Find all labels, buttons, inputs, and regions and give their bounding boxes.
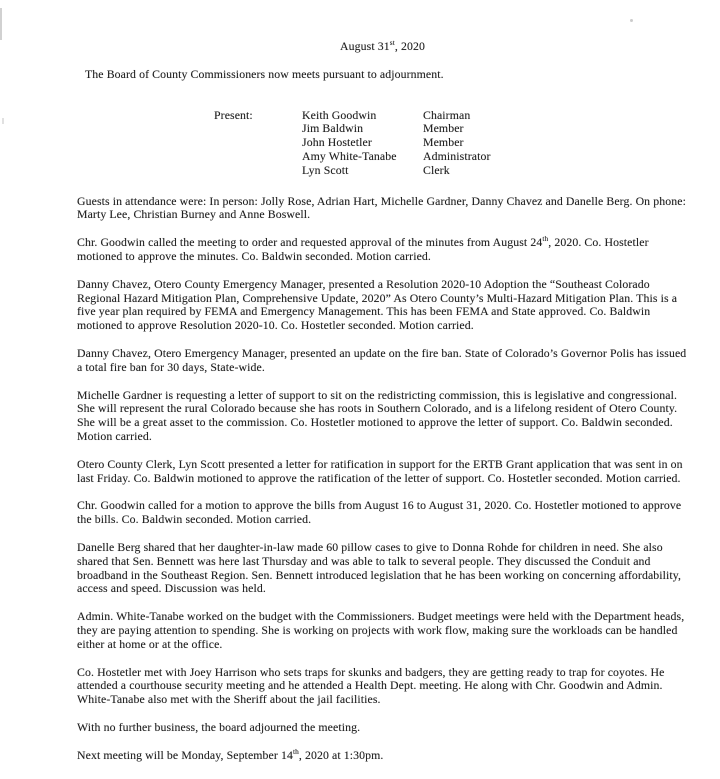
scan-artifact bbox=[0, 8, 2, 40]
date-heading-text: August 31 bbox=[340, 39, 390, 53]
attendee-role: Administrator bbox=[423, 148, 491, 163]
minutes-body bbox=[77, 195, 688, 763]
attendee-name: Keith Goodwin bbox=[302, 107, 377, 122]
scan-artifact bbox=[2, 118, 4, 124]
minutes-paragraph: Otero County Clerk, Lyn Scott presented a letter for ratification in support for the ERTB Grant application that was sent in on last Friday. Co. Baldwin motioned to approve the ratification of the letter of support. Co. Hostetler seconded. Motion carried. bbox=[77, 456, 683, 485]
minutes-paragraph: With no further business, the board adjourned the meeting. bbox=[77, 719, 361, 734]
attendee-role: Member bbox=[423, 135, 464, 150]
document-content bbox=[77, 0, 688, 762]
minutes-paragraph: Chr. Goodwin called for a motion to approve the bills from August 16 to August 31, 2020. Co. Hostetler motioned to approve the bills. Co. Baldwin seconded. Motion carried. bbox=[77, 498, 682, 527]
attendee-role: Member bbox=[423, 121, 464, 136]
attendance-table bbox=[214, 109, 688, 178]
date-ordinal-suffix: st bbox=[389, 38, 395, 48]
attendee-row bbox=[302, 109, 688, 123]
attendee-role: Chairman bbox=[423, 107, 471, 122]
present-label: Present: bbox=[214, 107, 253, 122]
minutes-paragraph: Admin. White-Tanabe worked on the budget with the Commissioners. Budget meetings were held with the Department heads, they are paying attention to spending. She is working on projects with work flow, making sure the workloads can be handled either at home or at the office. bbox=[77, 609, 685, 651]
attendee-row bbox=[302, 122, 688, 136]
date-heading bbox=[77, 40, 688, 54]
attendee-name: Lyn Scott bbox=[302, 162, 349, 177]
attendee-list bbox=[302, 109, 688, 178]
attendee-name: Jim Baldwin bbox=[302, 121, 364, 136]
attendee-row bbox=[302, 150, 688, 164]
attendee-row bbox=[302, 136, 688, 150]
minutes-paragraph: Co. Hostetler met with Joey Harrison who sets traps for skunks and badgers, they are getting ready to trap for coyotes. He attended a courthouse security meeting and he attended a Health Dept. meeting. He along with Chr. Goodwin and Admin. White-Tanabe also met with the Sheriff about the jail facilities. bbox=[77, 664, 665, 707]
minutes-paragraph: Danelle Berg shared that her daughter-in-law made 60 pillow cases to give to Donna Rohde for children in need. She also shared that Sen. Bennett was here last Thursday and was able to talk to several people. They discussed the Conduit and broadband in the Southeast Region. Sen. Bennett introduced legislation that he has been working on concerning affordability, access and speed. Discussion was held. bbox=[77, 539, 682, 596]
attendee-name: John Hostetler bbox=[302, 135, 372, 150]
attendee-role: Clerk bbox=[423, 162, 450, 177]
adjournment-intro-line: The Board of County Commissioners now meets pursuant to adjournment. bbox=[85, 66, 444, 81]
minutes-paragraph: Next meeting will be Monday, September 14th, 2020 at 1:30pm. bbox=[77, 746, 384, 762]
attendee-row bbox=[302, 164, 688, 178]
attendee-name: Amy White-Tanabe bbox=[302, 148, 397, 163]
minutes-paragraph: Danny Chavez, Otero County Emergency Manager, presented a Resolution 2020-10 Adoption the “Southeast Colorado Regional Hazard Mitigation Plan, Comprehensive Update, 2020” As Otero County’s Multi-Hazard Mitigation Plan. This is a five year plan required by FEMA and Emergency Management. This has been FEMA and State approved. Co. Baldwin motioned to approve Resolution 2020-10. Co. Hostetler seconded. Motion carried. bbox=[77, 276, 678, 333]
minutes-paragraph: Danny Chavez, Otero Emergency Manager, presented an update on the fire ban. State of Colorado’s Governor Polis has issued a total fire ban for 30 days, State-wide. bbox=[77, 345, 687, 374]
date-heading-year: , 2020 bbox=[394, 39, 425, 53]
minutes-paragraph: Chr. Goodwin called the meeting to order and requested approval of the minutes from August 24th, 2020. Co. Hostetler motioned to approve the minutes. Co. Baldwin seconded. Motion carried. bbox=[77, 234, 649, 263]
minutes-paragraph: Guests in attendance were: In person: Jolly Rose, Adrian Hart, Michelle Gardner, Danny Chavez and Danelle Berg. On phone: Marty Lee, Christian Burney and Anne Boswell. bbox=[77, 193, 686, 222]
minutes-paragraph: Michelle Gardner is requesting a letter of support to sit on the redistricting commission, this is legislative and congressional. She will represent the rural Colorado because she has roots in Southern Colorado, and is a lifelong resident of Otero County. She will be a great asset to the commission. Co. Hostetler motioned to approve the letter of support. Co. Baldwin seconded. Motion carried. bbox=[77, 387, 678, 443]
